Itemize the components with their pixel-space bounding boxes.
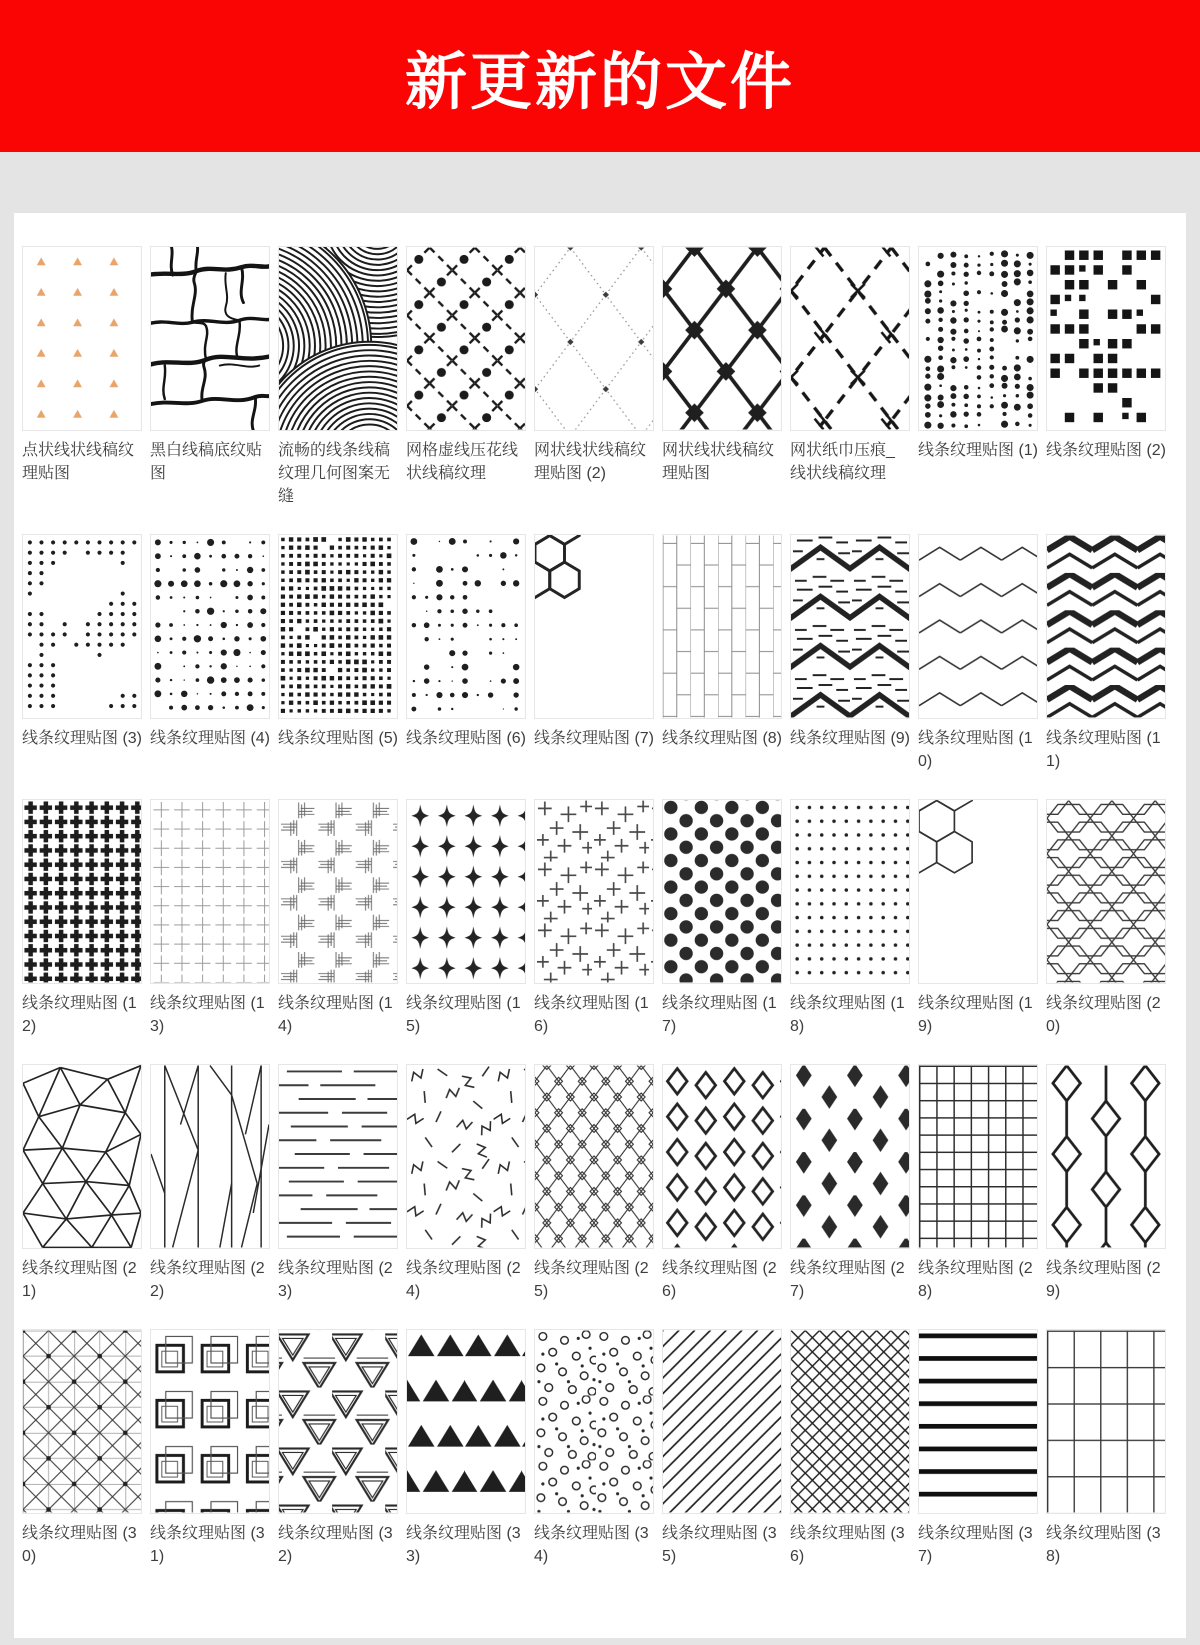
pattern-square-grid	[919, 1065, 1037, 1248]
texture-thumbnail[interactable]	[534, 1329, 654, 1514]
texture-thumbnail[interactable]	[278, 534, 398, 719]
pattern-bold-diamond-net	[663, 247, 781, 430]
texture-caption: 线条纹理贴图 (16)	[534, 995, 649, 1035]
texture-thumbnail[interactable]	[22, 534, 142, 719]
texture-item[interactable]	[278, 534, 398, 773]
texture-item[interactable]	[534, 1064, 654, 1303]
pattern-diamond-outlines	[663, 1065, 781, 1248]
texture-item[interactable]	[1046, 534, 1166, 773]
texture-item[interactable]	[790, 1064, 910, 1303]
texture-item[interactable]	[918, 799, 1038, 1038]
texture-item[interactable]	[278, 799, 398, 1038]
pattern-halftone-random	[151, 535, 269, 718]
texture-caption: 线条纹理贴图 (20)	[1046, 995, 1161, 1035]
pattern-pixel-squares	[1047, 247, 1165, 430]
texture-caption: 线条纹理贴图 (22)	[150, 1260, 265, 1300]
texture-item[interactable]	[278, 1064, 398, 1303]
pattern-nested-triangles	[279, 1330, 397, 1513]
pattern-nested-squares	[151, 1330, 269, 1513]
texture-thumbnail[interactable]	[790, 799, 910, 984]
texture-thumbnail[interactable]	[662, 534, 782, 719]
pattern-halftone-sparse	[407, 535, 525, 718]
pattern-dash-diamond-x	[791, 247, 909, 430]
pattern-dot-columns	[919, 247, 1037, 430]
pattern-triangle-rows	[407, 1330, 525, 1513]
texture-item[interactable]	[1046, 1329, 1166, 1568]
pattern-flowing-curves	[279, 247, 397, 430]
pattern-diamond-net-small	[535, 1065, 653, 1248]
texture-caption: 线条纹理贴图 (15)	[406, 995, 521, 1035]
pattern-diamond-solid	[791, 1065, 909, 1248]
texture-item[interactable]	[406, 246, 526, 508]
pattern-vertical-shards	[151, 1065, 269, 1248]
texture-caption: 线条纹理贴图 (27)	[790, 1260, 905, 1300]
pattern-dotted-diamond-net	[535, 247, 653, 430]
texture-thumbnail[interactable]	[150, 1329, 270, 1514]
pattern-poly-mesh	[23, 1065, 141, 1248]
texture-item[interactable]	[790, 534, 910, 773]
pattern-triangle-grid-x	[23, 1330, 141, 1513]
texture-item[interactable]	[150, 246, 270, 508]
texture-item[interactable]	[22, 1064, 142, 1303]
texture-thumbnail[interactable]	[534, 1064, 654, 1249]
texture-caption: 线条纹理贴图 (3)	[22, 730, 143, 747]
pattern-crackle-lines	[151, 247, 269, 430]
texture-thumbnail[interactable]	[534, 534, 654, 719]
texture-item[interactable]	[662, 246, 782, 508]
texture-caption: 线条纹理贴图 (28)	[918, 1260, 1033, 1300]
texture-thumbnail[interactable]	[22, 1329, 142, 1514]
texture-thumbnail[interactable]	[1046, 534, 1166, 719]
texture-thumbnail[interactable]	[662, 1064, 782, 1249]
texture-item[interactable]	[1046, 799, 1166, 1038]
texture-caption: 线条纹理贴图 (18)	[790, 995, 905, 1035]
texture-caption: 线条纹理贴图 (1)	[918, 442, 1039, 459]
texture-caption: 网状纸巾压痕_线状线稿纹理	[790, 442, 895, 482]
pattern-plus-scatter	[535, 800, 653, 983]
texture-item[interactable]	[918, 1329, 1038, 1568]
pattern-herringbone	[663, 535, 781, 718]
pattern-dash-rows	[279, 1065, 397, 1248]
texture-caption: 线条纹理贴图 (25)	[534, 1260, 649, 1300]
texture-item[interactable]	[406, 534, 526, 773]
texture-thumbnail[interactable]	[1046, 799, 1166, 984]
pattern-diamond-chain	[1047, 1065, 1165, 1248]
texture-item[interactable]	[790, 1329, 910, 1568]
texture-caption: 线条纹理贴图 (14)	[278, 995, 393, 1035]
texture-thumbnail[interactable]	[662, 1329, 782, 1514]
texture-caption: 线条纹理贴图 (17)	[662, 995, 777, 1035]
texture-thumbnail[interactable]	[278, 1329, 398, 1514]
texture-caption: 线条纹理贴图 (32)	[278, 1525, 393, 1565]
pattern-plus-dense	[23, 800, 141, 983]
texture-item[interactable]	[918, 534, 1038, 773]
texture-caption: 线条纹理贴图 (7)	[534, 730, 655, 747]
texture-caption: 线条纹理贴图 (13)	[150, 995, 265, 1035]
texture-caption: 黑白线稿底纹贴图	[150, 442, 263, 482]
texture-item[interactable]	[534, 534, 654, 773]
texture-item[interactable]	[150, 1064, 270, 1303]
texture-item[interactable]	[22, 534, 142, 773]
texture-thumbnail[interactable]	[22, 799, 142, 984]
texture-caption: 线条纹理贴图 (6)	[406, 730, 527, 747]
texture-item[interactable]	[22, 246, 142, 508]
pattern-chevron-bold	[1047, 535, 1165, 718]
texture-item[interactable]	[534, 1329, 654, 1568]
texture-caption: 线条纹理贴图 (36)	[790, 1525, 905, 1565]
texture-item[interactable]	[278, 1329, 398, 1568]
pattern-horizontal-bold-lines	[919, 1330, 1037, 1513]
texture-item[interactable]	[534, 799, 654, 1038]
texture-caption: 线条纹理贴图 (19)	[918, 995, 1033, 1035]
pattern-dashed-grid-dots	[407, 247, 525, 430]
texture-item[interactable]	[22, 799, 142, 1038]
texture-item[interactable]	[790, 799, 910, 1038]
pattern-chevron-dashes	[791, 535, 909, 718]
texture-thumbnail[interactable]	[406, 799, 526, 984]
texture-caption: 网状线状线稿纹理贴图 (2)	[534, 442, 647, 482]
texture-caption: 线条纹理贴图 (33)	[406, 1525, 521, 1565]
texture-thumbnail[interactable]	[406, 1329, 526, 1514]
texture-thumbnail[interactable]	[278, 1064, 398, 1249]
texture-thumbnail[interactable]	[278, 799, 398, 984]
texture-caption: 线条纹理贴图 (10)	[918, 730, 1033, 770]
texture-caption: 线条纹理贴图 (12)	[22, 995, 137, 1035]
texture-caption: 线条纹理贴图 (11)	[1046, 730, 1161, 770]
texture-caption: 线条纹理贴图 (26)	[662, 1260, 777, 1300]
pattern-orange-triangle-dots	[23, 247, 141, 430]
texture-item[interactable]	[278, 246, 398, 508]
texture-caption: 流畅的线条线稿纹理几何图案无缝	[278, 442, 391, 505]
pattern-squiggle-scatter	[407, 1065, 525, 1248]
pattern-hexagon-bold	[535, 535, 653, 718]
texture-thumbnail[interactable]	[534, 799, 654, 984]
pattern-plus-light-grid	[151, 800, 269, 983]
texture-caption: 网格虚线压花线状线稿纹理	[406, 442, 519, 482]
texture-item[interactable]	[662, 1064, 782, 1303]
texture-thumbnail[interactable]	[278, 246, 398, 431]
texture-caption: 线条纹理贴图 (8)	[662, 730, 783, 747]
texture-thumbnail[interactable]	[1046, 1329, 1166, 1514]
texture-item[interactable]	[534, 246, 654, 508]
texture-thumbnail[interactable]	[22, 1064, 142, 1249]
texture-item[interactable]	[662, 799, 782, 1038]
pattern-star-plus-bold	[407, 800, 525, 983]
texture-thumbnail[interactable]	[406, 246, 526, 431]
texture-thumbnail[interactable]	[150, 799, 270, 984]
texture-thumbnail[interactable]	[790, 534, 910, 719]
texture-thumbnail[interactable]	[1046, 1064, 1166, 1249]
pattern-wide-grid	[1047, 1330, 1165, 1513]
page-title: 新更新的文件	[404, 47, 795, 117]
texture-item[interactable]	[662, 1329, 782, 1568]
texture-grid	[22, 246, 1170, 1568]
pattern-diagonal-lines	[663, 1330, 781, 1513]
texture-caption: 线条纹理贴图 (37)	[918, 1525, 1033, 1565]
texture-item[interactable]	[662, 534, 782, 773]
texture-item[interactable]	[406, 799, 526, 1038]
texture-caption: 线条纹理贴图 (9)	[790, 730, 911, 747]
texture-caption: 网状线状线稿纹理贴图	[662, 442, 775, 482]
texture-item[interactable]	[150, 534, 270, 773]
texture-caption: 线条纹理贴图 (35)	[662, 1525, 777, 1565]
texture-caption: 线条纹理贴图 (24)	[406, 1260, 521, 1300]
texture-thumbnail[interactable]	[662, 246, 782, 431]
texture-caption: 线条纹理贴图 (21)	[22, 1260, 137, 1300]
pattern-polka-large	[663, 800, 781, 983]
header-banner	[0, 0, 1200, 152]
texture-thumbnail[interactable]	[918, 1329, 1038, 1514]
pattern-circle-scatter	[535, 1330, 653, 1513]
texture-item[interactable]	[406, 1064, 526, 1303]
pattern-corner-sketch	[279, 800, 397, 983]
texture-item[interactable]	[406, 1329, 526, 1568]
pattern-fine-square-grid	[279, 535, 397, 718]
texture-thumbnail[interactable]	[150, 1064, 270, 1249]
texture-thumbnail[interactable]	[150, 246, 270, 431]
texture-caption: 点状线状线稿纹理贴图	[22, 442, 135, 482]
texture-caption: 线条纹理贴图 (34)	[534, 1525, 649, 1565]
texture-thumbnail[interactable]	[790, 1064, 910, 1249]
texture-thumbnail[interactable]	[918, 246, 1038, 431]
pattern-zigzag-thin	[919, 535, 1037, 718]
pattern-crosshatch	[791, 1330, 909, 1513]
texture-thumbnail[interactable]	[150, 534, 270, 719]
pattern-dot-clusters	[23, 535, 141, 718]
pattern-dot-grid-small	[791, 800, 909, 983]
texture-caption: 线条纹理贴图 (4)	[150, 730, 271, 747]
texture-caption: 线条纹理贴图 (30)	[22, 1525, 137, 1565]
texture-item[interactable]	[22, 1329, 142, 1568]
texture-caption: 线条纹理贴图 (23)	[278, 1260, 393, 1300]
texture-thumbnail[interactable]	[406, 534, 526, 719]
texture-caption: 线条纹理贴图 (31)	[150, 1525, 265, 1565]
texture-thumbnail[interactable]	[918, 534, 1038, 719]
texture-thumbnail[interactable]	[406, 1064, 526, 1249]
texture-item[interactable]	[918, 1064, 1038, 1303]
texture-item[interactable]	[918, 246, 1038, 508]
pattern-hexagon-thin	[919, 800, 1037, 983]
texture-caption: 线条纹理贴图 (38)	[1046, 1525, 1161, 1565]
texture-thumbnail[interactable]	[918, 799, 1038, 984]
texture-caption: 线条纹理贴图 (29)	[1046, 1260, 1161, 1300]
texture-item[interactable]	[150, 799, 270, 1038]
texture-item[interactable]	[1046, 246, 1166, 508]
texture-thumbnail[interactable]	[22, 246, 142, 431]
texture-caption: 线条纹理贴图 (5)	[278, 730, 399, 747]
texture-thumbnail[interactable]	[662, 799, 782, 984]
content-card	[14, 213, 1186, 1638]
texture-thumbnail[interactable]	[1046, 246, 1166, 431]
pattern-hexagon-chain	[1047, 800, 1165, 983]
texture-item[interactable]	[790, 246, 910, 508]
texture-thumbnail[interactable]	[918, 1064, 1038, 1249]
texture-caption: 线条纹理贴图 (2)	[1046, 442, 1167, 459]
texture-thumbnail[interactable]	[534, 246, 654, 431]
texture-item[interactable]	[150, 1329, 270, 1568]
texture-thumbnail[interactable]	[790, 246, 910, 431]
texture-item[interactable]	[1046, 1064, 1166, 1303]
texture-thumbnail[interactable]	[790, 1329, 910, 1514]
